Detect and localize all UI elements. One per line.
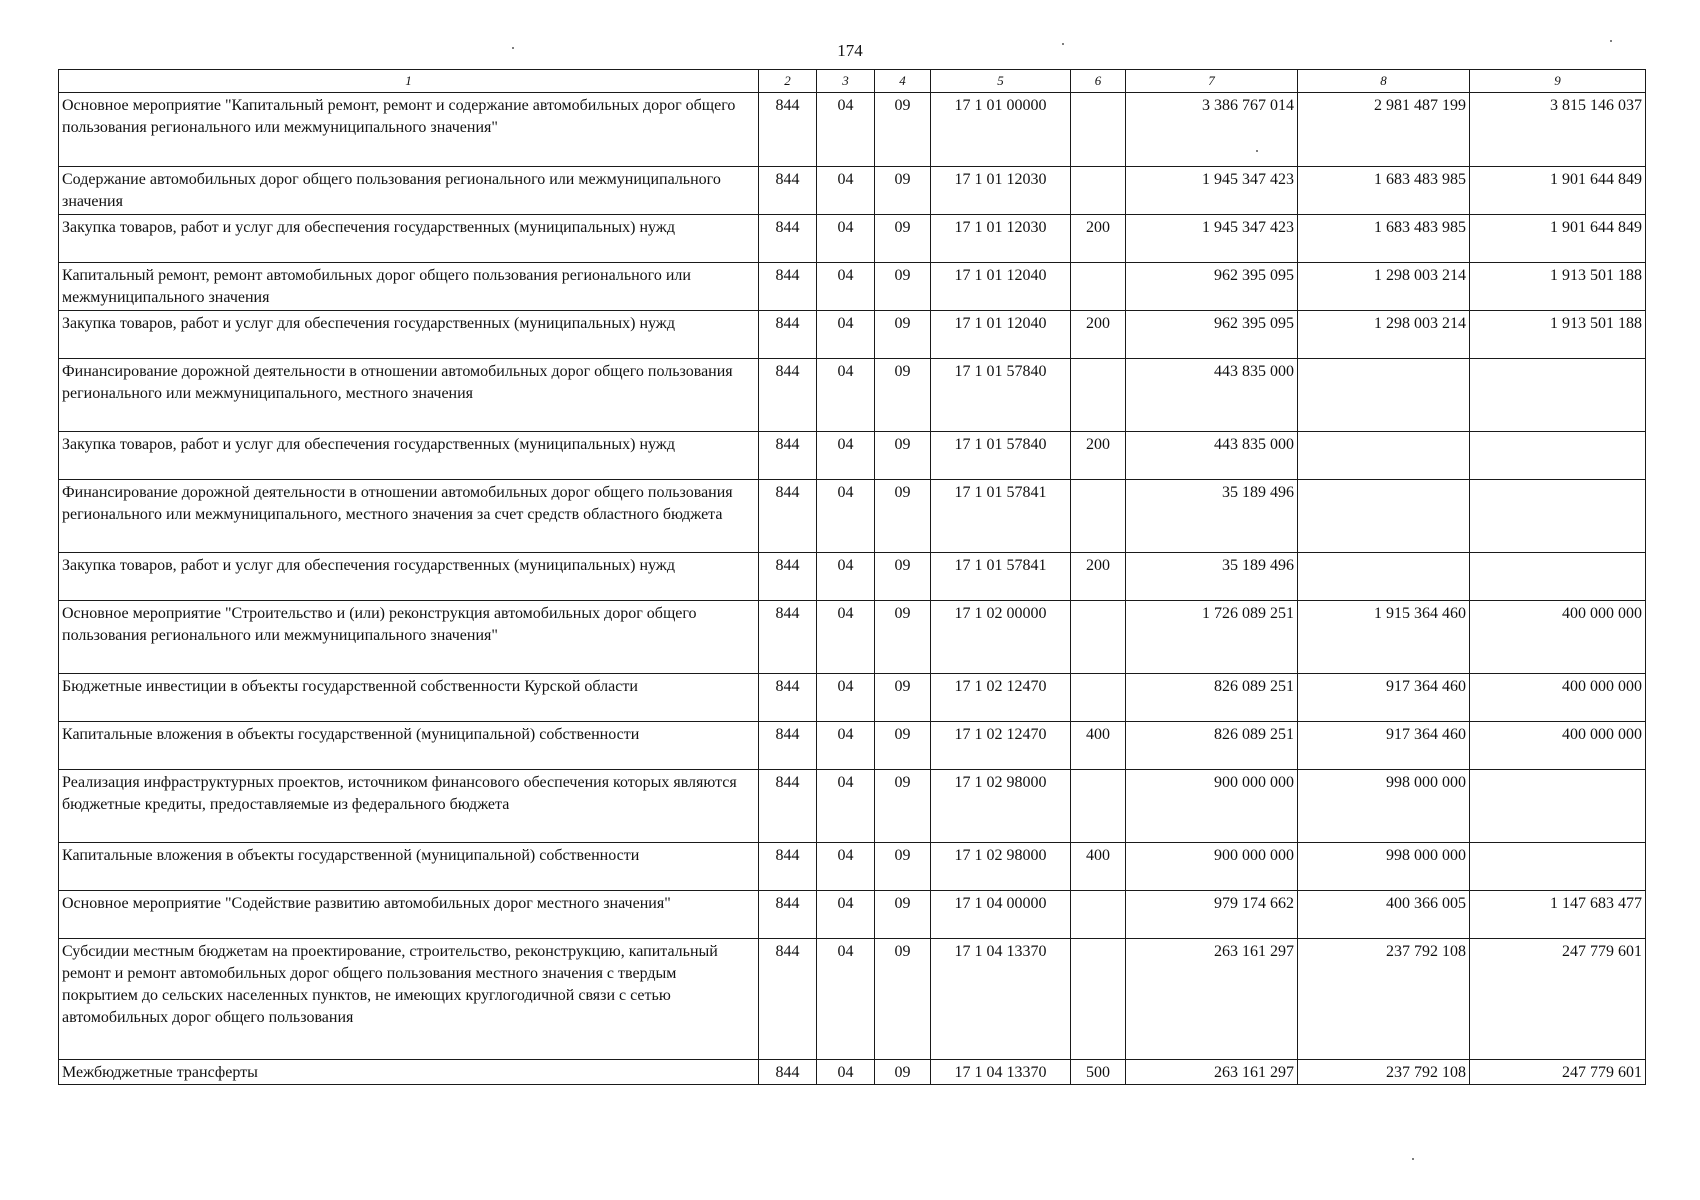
row-grbs: 844 xyxy=(759,263,817,311)
row-name: Капитальные вложения в объекты государственной (муниципальной) собственности xyxy=(59,843,759,891)
row-target-code: 17 1 01 57840 xyxy=(931,359,1071,432)
row-subsection: 09 xyxy=(875,674,931,722)
row-expense-type: 500 xyxy=(1071,1060,1126,1085)
row-section: 04 xyxy=(817,311,875,359)
row-expense-type: 200 xyxy=(1071,553,1126,601)
row-amount-col9: 1 901 644 849 xyxy=(1470,215,1646,263)
budget-table xyxy=(58,69,1646,1085)
row-amount-col8 xyxy=(1298,432,1470,480)
row-section: 04 xyxy=(817,215,875,263)
row-expense-type: 200 xyxy=(1071,432,1126,480)
row-amount-col9 xyxy=(1470,770,1646,843)
row-grbs: 844 xyxy=(759,167,817,215)
row-amount-col8: 917 364 460 xyxy=(1298,674,1470,722)
row-name: Капитальные вложения в объекты государственной (муниципальной) собственности xyxy=(59,722,759,770)
row-target-code: 17 1 02 00000 xyxy=(931,601,1071,674)
table-row xyxy=(59,674,1646,722)
row-expense-type xyxy=(1071,480,1126,553)
row-grbs: 844 xyxy=(759,311,817,359)
row-amount-col7: 35 189 496 xyxy=(1126,553,1298,601)
table-row xyxy=(59,263,1646,311)
row-expense-type xyxy=(1071,939,1126,1060)
row-expense-type xyxy=(1071,359,1126,432)
column-header: 5 xyxy=(931,70,1071,93)
row-amount-col9: 400 000 000 xyxy=(1470,601,1646,674)
row-amount-col8: 1 915 364 460 xyxy=(1298,601,1470,674)
row-grbs: 844 xyxy=(759,601,817,674)
row-section: 04 xyxy=(817,891,875,939)
row-amount-col7: 1 945 347 423 xyxy=(1126,167,1298,215)
row-name: Субсидии местным бюджетам на проектирование, строительство, реконструкцию, капитальный ремонт и ремонт автомобильных дорог общего пользования местного значения с твердым покрытием до сельских населенных пунктов, не имеющих круглогодичной связи с сетью автомобильных дорог общего пользования xyxy=(59,939,759,1060)
row-section: 04 xyxy=(817,553,875,601)
row-grbs: 844 xyxy=(759,359,817,432)
row-grbs: 844 xyxy=(759,215,817,263)
row-amount-col9: 1 913 501 188 xyxy=(1470,311,1646,359)
row-amount-col9 xyxy=(1470,843,1646,891)
table-row xyxy=(59,553,1646,601)
row-amount-col8: 998 000 000 xyxy=(1298,770,1470,843)
row-section: 04 xyxy=(817,167,875,215)
row-target-code: 17 1 02 98000 xyxy=(931,770,1071,843)
row-section: 04 xyxy=(817,1060,875,1085)
row-grbs: 844 xyxy=(759,939,817,1060)
row-target-code: 17 1 01 12040 xyxy=(931,311,1071,359)
row-section: 04 xyxy=(817,263,875,311)
row-section: 04 xyxy=(817,480,875,553)
row-section: 04 xyxy=(817,93,875,167)
row-name: Капитальный ремонт, ремонт автомобильных дорог общего пользования регионального или межмуниципального значения xyxy=(59,263,759,311)
table-row xyxy=(59,722,1646,770)
table-row xyxy=(59,891,1646,939)
row-expense-type xyxy=(1071,167,1126,215)
row-amount-col7: 443 835 000 xyxy=(1126,432,1298,480)
row-expense-type xyxy=(1071,263,1126,311)
row-subsection: 09 xyxy=(875,359,931,432)
row-name: Основное мероприятие "Содействие развитию автомобильных дорог местного значения" xyxy=(59,891,759,939)
row-amount-col8: 1 298 003 214 xyxy=(1298,263,1470,311)
row-name: Бюджетные инвестиции в объекты государственной собственности Курской области xyxy=(59,674,759,722)
row-expense-type xyxy=(1071,601,1126,674)
row-target-code: 17 1 01 12030 xyxy=(931,215,1071,263)
column-header: 7 xyxy=(1126,70,1298,93)
table-row xyxy=(59,843,1646,891)
row-subsection: 09 xyxy=(875,722,931,770)
row-target-code: 17 1 01 57841 xyxy=(931,480,1071,553)
table-row xyxy=(59,93,1646,167)
table-row xyxy=(59,939,1646,1060)
row-target-code: 17 1 02 12470 xyxy=(931,674,1071,722)
row-target-code: 17 1 01 57840 xyxy=(931,432,1071,480)
column-header: 8 xyxy=(1298,70,1470,93)
row-amount-col8: 237 792 108 xyxy=(1298,1060,1470,1085)
table-row xyxy=(59,1060,1646,1085)
row-subsection: 09 xyxy=(875,263,931,311)
row-amount-col8: 237 792 108 xyxy=(1298,939,1470,1060)
row-target-code: 17 1 02 98000 xyxy=(931,843,1071,891)
row-section: 04 xyxy=(817,674,875,722)
table-row xyxy=(59,359,1646,432)
row-subsection: 09 xyxy=(875,167,931,215)
row-target-code: 17 1 01 12030 xyxy=(931,167,1071,215)
table-row xyxy=(59,432,1646,480)
table-row xyxy=(59,311,1646,359)
scan-speck xyxy=(1412,1158,1414,1160)
table-row xyxy=(59,480,1646,553)
row-expense-type xyxy=(1071,674,1126,722)
row-section: 04 xyxy=(817,843,875,891)
row-amount-col9 xyxy=(1470,480,1646,553)
row-expense-type: 400 xyxy=(1071,843,1126,891)
row-name: Закупка товаров, работ и услуг для обеспечения государственных (муниципальных) нужд xyxy=(59,311,759,359)
row-name: Реализация инфраструктурных проектов, источником финансового обеспечения которых являются бюджетные кредиты, предоставляемые из федерального бюджета xyxy=(59,770,759,843)
row-amount-col9: 3 815 146 037 xyxy=(1470,93,1646,167)
row-subsection: 09 xyxy=(875,480,931,553)
row-grbs: 844 xyxy=(759,843,817,891)
row-name: Финансирование дорожной деятельности в отношении автомобильных дорог общего пользования регионального или межмуниципального, местного значения за счет средств областного бюджета xyxy=(59,480,759,553)
row-amount-col8: 400 366 005 xyxy=(1298,891,1470,939)
row-amount-col9: 1 901 644 849 xyxy=(1470,167,1646,215)
table-header-row xyxy=(59,70,1646,93)
row-amount-col9: 400 000 000 xyxy=(1470,722,1646,770)
row-grbs: 844 xyxy=(759,480,817,553)
scan-speck xyxy=(1610,40,1612,42)
row-name: Содержание автомобильных дорог общего пользования регионального или межмуниципального значения xyxy=(59,167,759,215)
row-amount-col7: 962 395 095 xyxy=(1126,263,1298,311)
row-name: Закупка товаров, работ и услуг для обеспечения государственных (муниципальных) нужд xyxy=(59,432,759,480)
row-section: 04 xyxy=(817,939,875,1060)
row-amount-col7: 35 189 496 xyxy=(1126,480,1298,553)
row-grbs: 844 xyxy=(759,674,817,722)
row-amount-col7: 3 386 767 014 xyxy=(1126,93,1298,167)
table-row xyxy=(59,215,1646,263)
row-amount-col7: 826 089 251 xyxy=(1126,722,1298,770)
row-subsection: 09 xyxy=(875,891,931,939)
row-amount-col8: 1 683 483 985 xyxy=(1298,215,1470,263)
row-section: 04 xyxy=(817,359,875,432)
row-subsection: 09 xyxy=(875,553,931,601)
row-target-code: 17 1 04 13370 xyxy=(931,939,1071,1060)
row-name: Закупка товаров, работ и услуг для обеспечения государственных (муниципальных) нужд xyxy=(59,215,759,263)
row-amount-col7: 826 089 251 xyxy=(1126,674,1298,722)
row-subsection: 09 xyxy=(875,601,931,674)
row-amount-col8 xyxy=(1298,359,1470,432)
row-amount-col8: 1 298 003 214 xyxy=(1298,311,1470,359)
row-amount-col9: 1 147 683 477 xyxy=(1470,891,1646,939)
row-subsection: 09 xyxy=(875,843,931,891)
row-expense-type: 200 xyxy=(1071,311,1126,359)
row-target-code: 17 1 04 00000 xyxy=(931,891,1071,939)
column-header: 6 xyxy=(1071,70,1126,93)
row-amount-col9 xyxy=(1470,432,1646,480)
row-grbs: 844 xyxy=(759,93,817,167)
row-grbs: 844 xyxy=(759,432,817,480)
row-amount-col8: 2 981 487 199 xyxy=(1298,93,1470,167)
row-grbs: 844 xyxy=(759,553,817,601)
row-name: Закупка товаров, работ и услуг для обеспечения государственных (муниципальных) нужд xyxy=(59,553,759,601)
row-subsection: 09 xyxy=(875,311,931,359)
row-expense-type: 400 xyxy=(1071,722,1126,770)
column-header: 4 xyxy=(875,70,931,93)
row-section: 04 xyxy=(817,770,875,843)
row-section: 04 xyxy=(817,722,875,770)
row-amount-col7: 443 835 000 xyxy=(1126,359,1298,432)
row-amount-col7: 1 945 347 423 xyxy=(1126,215,1298,263)
row-expense-type xyxy=(1071,93,1126,167)
row-grbs: 844 xyxy=(759,770,817,843)
column-header: 1 xyxy=(59,70,759,93)
row-grbs: 844 xyxy=(759,1060,817,1085)
row-target-code: 17 1 01 12040 xyxy=(931,263,1071,311)
row-amount-col9 xyxy=(1470,553,1646,601)
row-name: Финансирование дорожной деятельности в отношении автомобильных дорог общего пользования регионального или межмуниципального, местного значения xyxy=(59,359,759,432)
row-expense-type: 200 xyxy=(1071,215,1126,263)
row-target-code: 17 1 04 13370 xyxy=(931,1060,1071,1085)
row-amount-col7: 1 726 089 251 xyxy=(1126,601,1298,674)
row-subsection: 09 xyxy=(875,939,931,1060)
column-header: 3 xyxy=(817,70,875,93)
row-section: 04 xyxy=(817,601,875,674)
column-header: 2 xyxy=(759,70,817,93)
row-amount-col8 xyxy=(1298,553,1470,601)
table-row xyxy=(59,770,1646,843)
row-amount-col7: 263 161 297 xyxy=(1126,939,1298,1060)
row-amount-col8: 998 000 000 xyxy=(1298,843,1470,891)
row-name: Межбюджетные трансферты xyxy=(59,1060,759,1085)
row-subsection: 09 xyxy=(875,93,931,167)
row-amount-col9 xyxy=(1470,359,1646,432)
row-target-code: 17 1 01 00000 xyxy=(931,93,1071,167)
row-amount-col7: 979 174 662 xyxy=(1126,891,1298,939)
table-row xyxy=(59,167,1646,215)
scan-speck xyxy=(1062,43,1064,45)
page-number: 174 xyxy=(837,41,863,60)
row-target-code: 17 1 02 12470 xyxy=(931,722,1071,770)
row-subsection: 09 xyxy=(875,432,931,480)
scan-speck xyxy=(512,47,514,49)
column-header: 9 xyxy=(1470,70,1646,93)
row-subsection: 09 xyxy=(875,1060,931,1085)
row-amount-col8: 917 364 460 xyxy=(1298,722,1470,770)
row-grbs: 844 xyxy=(759,891,817,939)
row-amount-col9: 247 779 601 xyxy=(1470,1060,1646,1085)
row-subsection: 09 xyxy=(875,215,931,263)
row-target-code: 17 1 01 57841 xyxy=(931,553,1071,601)
row-section: 04 xyxy=(817,432,875,480)
row-expense-type xyxy=(1071,891,1126,939)
row-amount-col7: 263 161 297 xyxy=(1126,1060,1298,1085)
row-grbs: 844 xyxy=(759,722,817,770)
row-name: Основное мероприятие "Капитальный ремонт, ремонт и содержание автомобильных дорог общего пользования регионального или межмуниципального значения" xyxy=(59,93,759,167)
row-amount-col9: 247 779 601 xyxy=(1470,939,1646,1060)
row-amount-col7: 900 000 000 xyxy=(1126,843,1298,891)
row-name: Основное мероприятие "Строительство и (или) реконструкция автомобильных дорог общего пользования регионального или межмуниципального значения" xyxy=(59,601,759,674)
table-row xyxy=(59,601,1646,674)
row-amount-col7: 900 000 000 xyxy=(1126,770,1298,843)
row-amount-col9: 400 000 000 xyxy=(1470,674,1646,722)
row-subsection: 09 xyxy=(875,770,931,843)
row-amount-col8: 1 683 483 985 xyxy=(1298,167,1470,215)
row-amount-col7: 962 395 095 xyxy=(1126,311,1298,359)
row-expense-type xyxy=(1071,770,1126,843)
row-amount-col8 xyxy=(1298,480,1470,553)
row-amount-col9: 1 913 501 188 xyxy=(1470,263,1646,311)
